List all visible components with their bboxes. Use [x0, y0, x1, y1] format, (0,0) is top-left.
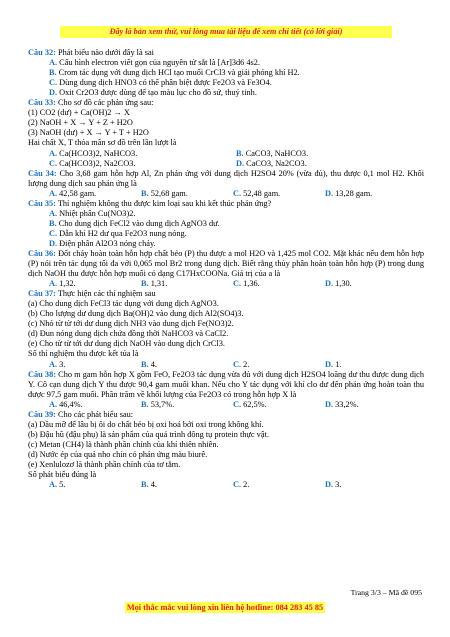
- question-33: Câu 33: Cho sơ đồ các phản ứng sau:: [28, 98, 154, 108]
- statement-37-c: (c) Nhỏ từ từ tới dư dung dịch NH3 vào dung dịch Fe(NO3)2.: [28, 319, 234, 329]
- option-35-a: A. Nhiệt phân Cu(NO3)2.: [49, 208, 136, 218]
- options-37: [28, 360, 424, 370]
- hotline-footer: [0, 603, 450, 613]
- hotline-text: Mọi thắc mắc vui lòng xin liên hệ hotline: 084 283 45 85: [126, 603, 324, 612]
- statement-39-e: (e) Xenlulozơ là thành phần chính của tơ tằm.: [28, 459, 181, 469]
- option-32-a: A. Cấu hình electron viết gọn của nguyên tử sắt là [Ar]3d6 4s2.: [49, 58, 260, 68]
- statement-37-b: (b) Cho lượng dư dung dịch Ba(OH)2 vào dung dịch Al2(SO4)3.: [28, 309, 244, 319]
- question-38: Câu 38: Cho m gam hỗn hợp X gồm FeO, Fe2O3 tác dụng vừa đủ với dung dịch H2SO4 loãng dư thu được dung dịch Y. Cô cạn dung dịch Y thu được 90,4 gam muối khan. Nếu cho Y tác dụng với khí clo dư đến phản ứng hoàn toàn thu được 97,5 gam muối. Phần trăm về khối lượng của Fe2O3 có trong hỗn hợp X là: [28, 369, 424, 399]
- reaction-1: (1) CO2 (dư) + Ca(OH)2 → X: [28, 108, 130, 118]
- reaction-3: (3) NaOH (dư) + X → Y + T + H2O: [28, 128, 149, 138]
- option-38-d: D. 33,2%.: [325, 399, 359, 409]
- option-39-a: A. 5.: [49, 480, 66, 490]
- question-32: Câu 32: Phát biểu nào dưới đây là sai: [28, 48, 154, 58]
- options-33-row2: [28, 159, 424, 169]
- option-33-a: A. Ca(HCO3)2, NaHCO3.: [49, 148, 138, 158]
- statement-37-a: (a) Cho dung dịch FeCl3 tác dụng với dung dịch AgNO3.: [28, 299, 219, 309]
- statement-37-d: (d) Đun nóng dung dịch chứa đồng thời NaHCO3 và CaCl2.: [28, 329, 229, 339]
- options-38: [28, 400, 424, 410]
- option-38-a: A. 46,4%.: [49, 399, 83, 409]
- option-34-c: C. 52,48 gam.: [233, 188, 281, 198]
- statement-39-b: (b) Đậu hũ (đậu phụ) là sản phẩm của quá trình đông tụ protein thực vật.: [28, 429, 269, 439]
- option-34-d: D. 13,28 gam.: [325, 188, 373, 198]
- option-34-b: B. 52,68 gam.: [141, 188, 188, 198]
- option-32-d: D. Oxit Cr2O3 được dùng để tạo màu lục cho đồ sứ, thuỷ tinh.: [49, 88, 257, 98]
- option-35-c: C. Dẫn khí H2 dư qua Fe2O3 nung nóng.: [49, 228, 187, 238]
- option-37-c: C. 2.: [233, 359, 250, 369]
- option-37-b: B. 4.: [141, 359, 157, 369]
- options-33-row1: [28, 149, 424, 159]
- option-38-b: B. 53,7%.: [141, 399, 175, 409]
- question-36: Câu 36: Đốt cháy hoàn toàn hỗn hợp chất béo (P) thu được a mol H2O và 1,425 mol CO2. Mặt khác nếu đem hỗn hợp (P) nói trên tác dụng tối đa với 0,065 mol Br2 trong dung dịch. Biết rằng thủy phân hoàn toàn hỗn hợp (P) trong dung dịch NaOH thu được hỗn hợp muối có dạng C17HxCOONa. Giá trị của a là: [28, 248, 424, 279]
- option-36-b: B. 1,31.: [141, 279, 168, 289]
- question-35: Câu 35: Thí nghiệm không thu được kim loại sau khi kết thúc phản ứng?: [28, 198, 272, 208]
- question-37: Câu 37: Thực hiện các thí nghiệm sau: [28, 289, 156, 299]
- option-39-d: D. 3.: [325, 480, 342, 490]
- options-39: [28, 480, 424, 490]
- options-34: [28, 189, 424, 199]
- option-39-c: C. 2.: [233, 480, 250, 490]
- options-36: [28, 279, 424, 289]
- option-33-b: B. CaCO3, NaHCO3.: [236, 148, 309, 158]
- option-37-d: D. 1.: [325, 359, 342, 369]
- option-32-b: B. Crom tác dụng với dung dịch HCl tạo muối CrCl3 và giải phóng khí H2.: [49, 68, 300, 78]
- option-36-c: C. 1,36.: [233, 279, 260, 289]
- option-37-a: A. 3.: [49, 359, 66, 369]
- option-38-c: C. 62,5%.: [233, 399, 267, 409]
- page-number: Trang 3/3 – Mã đề 095: [350, 588, 422, 597]
- option-36-d: D. 1,30.: [325, 279, 352, 289]
- option-39-b: B. 4.: [141, 480, 157, 490]
- question-39: Câu 39: Cho các phát biểu sau:: [28, 409, 134, 419]
- option-32-c: C. Dùng dung dịch HNO3 có thể phân biệt được Fe2O3 và Fe3O4.: [49, 78, 272, 88]
- reaction-2: (2) NaOH + X → Y + Z + H2O: [28, 118, 133, 128]
- statement-39-d: (d) Nước ép của quả nho chín có phản ứng màu biurê.: [28, 449, 208, 459]
- document-page: [28, 26, 424, 490]
- option-33-d: D. CaCO3, Na2CO3.: [236, 158, 307, 168]
- statement-39-a: (a) Dầu mỡ để lâu bị ôi do chất béo bị oxi hoá bởi oxi trong không khí.: [28, 419, 264, 429]
- question-37-ask: Số thí nghiệm thu được kết tủa là: [28, 349, 139, 359]
- statement-39-c: (c) Metan (CH4) là thành phần chính của khí thiên nhiên.: [28, 439, 219, 449]
- question-34: Câu 34: Cho 3,68 gam hỗn hợp Al, Zn phản ứng với dung dịch H2SO4 20% (vừa đủ), thu được 0,1 mol H2. Khối lượng dung dịch sau phản ứng là: [28, 168, 425, 188]
- option-33-c: C. Ca(HCO3)2, Na2CO3.: [49, 158, 136, 168]
- statement-37-e: (e) Cho từ từ tới dư dung dịch NaOH vào dung dịch CrCl3.: [28, 339, 225, 349]
- option-34-a: A. 42,58 gam.: [49, 188, 97, 198]
- option-36-a: A. 1,32.: [49, 279, 76, 289]
- preview-banner: Đây là bản xem thử, vui lòng mua tài liệu để xem chi tiết (có lời giải): [60, 26, 392, 38]
- option-35-d: D. Điện phân Al2O3 nóng chảy.: [49, 238, 156, 248]
- question-33-ask: Hai chất X, T thỏa mãn sơ đồ trên lần lượt là: [28, 138, 177, 148]
- option-35-b: B. Cho dung dịch FeCl2 vào dung dịch AgNO3 dư.: [49, 218, 220, 228]
- question-39-ask: Số phát biểu đúng là: [28, 470, 97, 480]
